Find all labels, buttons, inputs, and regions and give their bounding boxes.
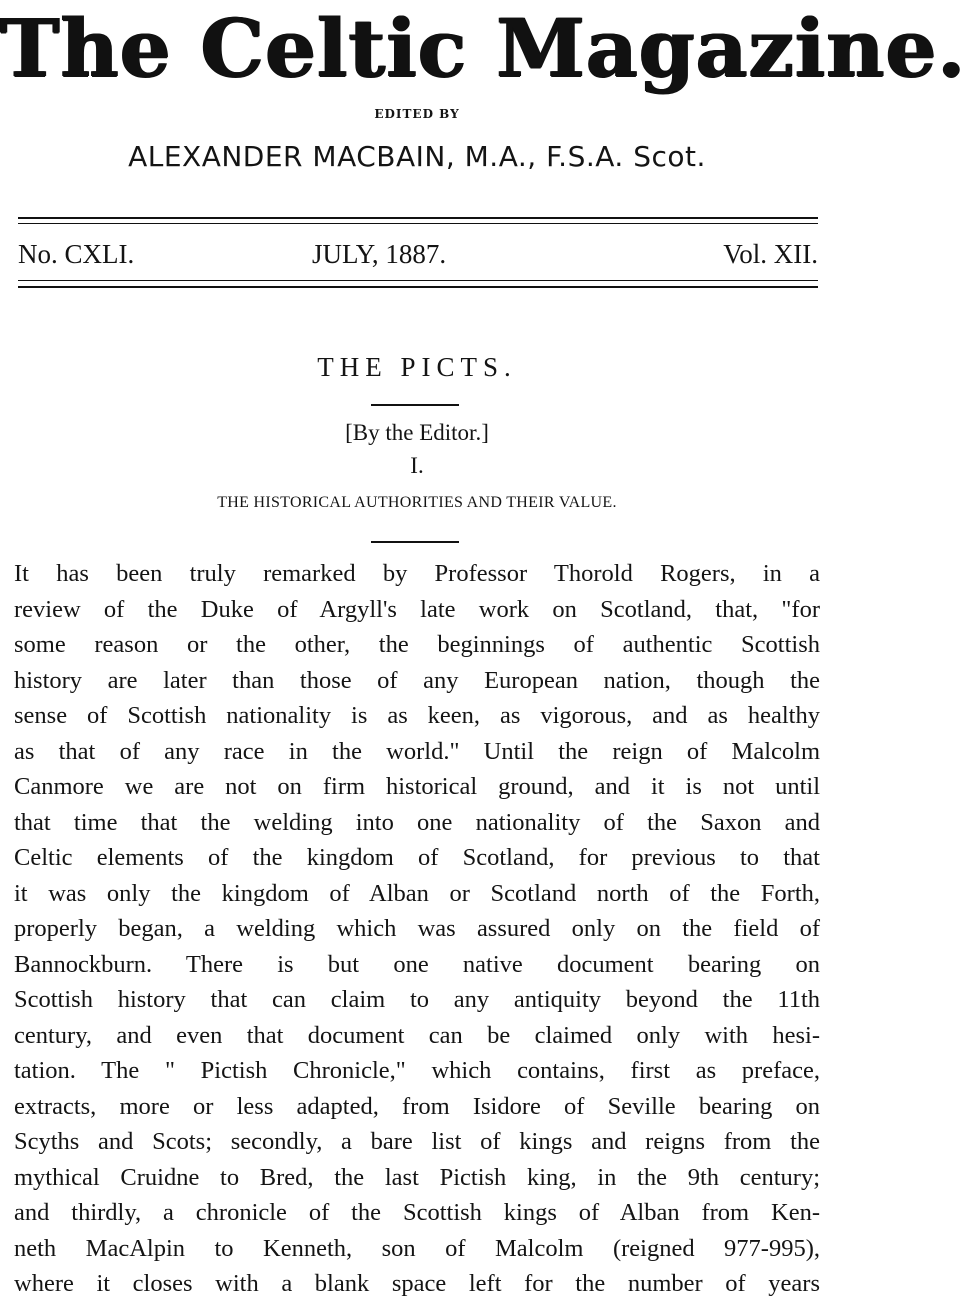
issue-volume: Vol. XII.: [723, 239, 818, 269]
issue-date: JULY, 1887.: [312, 239, 447, 269]
body-line: Canmore we are not on firm historical ground, and it is not until: [14, 773, 820, 800]
issue-info-line: [18, 239, 818, 275]
body-line: some reason or the other, the beginnings of authentic Scottish: [14, 631, 820, 658]
header-rule-top: [18, 217, 818, 219]
issue-number: No. CXLI.: [18, 239, 135, 269]
edited-by-label: EDITED BY: [374, 107, 460, 121]
body-line: century, and even that document can be claimed only with hesi-: [14, 1021, 820, 1049]
article-part-number: I.: [410, 453, 424, 478]
body-line: history are later than those of any European nation, though the: [14, 666, 820, 694]
body-line: properly began, a welding which was assured only on the field of: [14, 915, 820, 942]
header-rule-top-thin: [18, 223, 818, 224]
body-line: sense of Scottish nationality is as keen, as vigorous, and as healthy: [14, 702, 820, 729]
body-line: It has been truly remarked by Professor Thorold Rogers, in a: [14, 560, 820, 587]
article-title: THE PICTS.: [317, 352, 517, 382]
body-line: where it closes with a blank space left for the number of years: [14, 1270, 820, 1297]
body-line: as that of any race in the world." Until the reign of Malcolm: [14, 737, 820, 765]
article-subtitle: THE HISTORICAL AUTHORITIES AND THEIR VALUE.: [217, 494, 617, 511]
title-divider: [371, 404, 459, 406]
masthead-title: The Celtic Magazine.: [0, 1, 966, 95]
body-line: Celtic elements of the kingdom of Scotland, for previous to that: [14, 844, 820, 871]
article-body: [14, 556, 820, 1302]
body-line: Bannockburn. There is but one native document bearing on: [14, 950, 820, 978]
header-rule-bottom: [18, 286, 818, 288]
body-line: tation. The " Pictish Chronicle," which contains, first as preface,: [14, 1057, 820, 1084]
body-line: Scyths and Scots; secondly, a bare list of kings and reigns from the: [14, 1128, 820, 1155]
body-line: neth MacAlpin to Kenneth, son of Malcolm (reigned 977-995),: [14, 1234, 820, 1262]
body-line: extracts, more or less adapted, from Isidore of Seville bearing on: [14, 1092, 820, 1120]
body-line: mythical Cruidne to Bred, the last Pictish king, in the 9th century;: [14, 1163, 820, 1191]
header-rule-bottom-thin: [18, 280, 818, 281]
body-line: review of the Duke of Argyll's late work on Scotland, that, "for: [14, 595, 820, 623]
subtitle-divider: [371, 541, 459, 543]
article-byline: [By the Editor.]: [345, 420, 489, 445]
body-line: and thirdly, a chronicle of the Scottish kings of Alban from Ken-: [14, 1199, 820, 1226]
body-line: it was only the kingdom of Alban or Scotland north of the Forth,: [14, 879, 820, 907]
body-line: that time that the welding into one nationality of the Saxon and: [14, 808, 820, 836]
editor-name: ALEXANDER MACBAIN, M.A., F.S.A. Scot.: [128, 140, 706, 173]
body-line: Scottish history that can claim to any antiquity beyond the 11th: [14, 986, 820, 1013]
